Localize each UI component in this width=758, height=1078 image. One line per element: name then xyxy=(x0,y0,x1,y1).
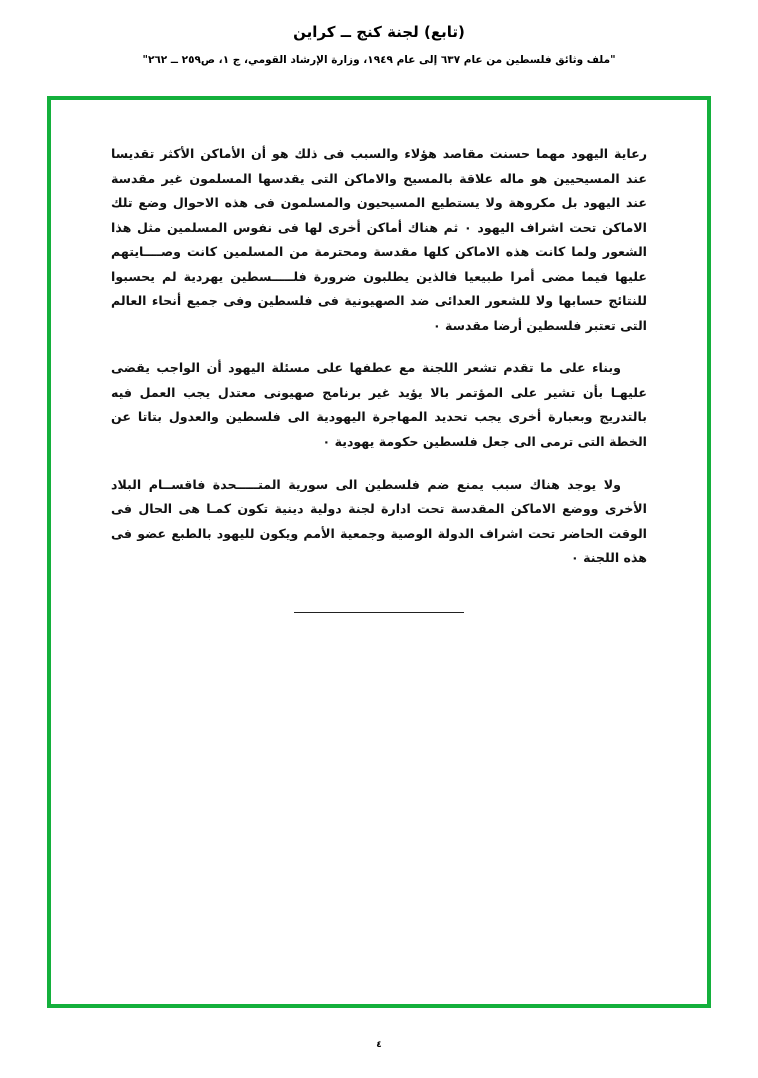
page-header xyxy=(0,0,758,68)
header-source-citation: "ملف وثائق فلسطين من عام ٦٣٧ إلى عام ١٩٤٩، وزارة الإرشاد القومي، ج ١، ص٢٥٩ ــ ٢٦٢" xyxy=(142,54,616,66)
header-title: (تابع) لجنة كنج ــ كراين xyxy=(293,23,465,41)
document-body xyxy=(51,100,707,621)
section-divider xyxy=(111,597,647,622)
body-paragraph-1: رعاية اليهود مهما حسنت مقاصد هؤلاء والسبب فى ذلك هو أن الأماكن الأكثر تقديسا عند المسيحيين هو ماله علاقة بالمسيح والاماكن التى يقدسها المسلمون غير مقدسة عند اليهود بل مكروهة ولا يستطيع المسيحيون والمسلمون فى هذه الاحوال وضع تلك الاماكن تحت اشراف اليهود ٠ ثم هناك أماكن أخرى لها فى نفوس المسلمين مثل هذا الشعور ولما كانت هذه الاماكن كلها مقدسة ومحترمة من المسلمين كانت وصــــايتهم عليها فيما مضى أمرا طبيعيا فالذين يطلبون ضرورة فلـــــسطين يهردية لم يحسبوا للنتائج حسابها ولا للشعور العدائى ضد الصهيونية فى فلسطين وفى جميع أنحاء العالم التى تعتبر فلسطين أرضا مقدسة ٠ xyxy=(111,146,647,333)
body-paragraph-2: وبناء على ما تقدم تشعر اللجنة مع عطفها على مسئلة اليهود أن الواجب يقضى عليهـا بأن تشير على المؤتمر بالا يؤيد غير برنامج صهيونى معتدل يجب العمل فيه بالتدريج وبعبارة أخرى يجب تحديد المهاجرة اليهودية الى فلسطين والعدول بتاتا عن الخطة التى ترمى الى جعل فلسطين حكومة يهودية ٠ xyxy=(111,360,647,450)
horizontal-rule xyxy=(294,612,464,613)
body-paragraph-3: ولا يوجد هناك سبب يمنع ضم فلسطين الى سورية المتـــــحدة فاقســام البلاد الأخرى ووضع الاماكن المقدسة تحت ادارة لجنة دولية دينية تكون كمـا هى الحال فى الوقت الحاضر تحت اشراف الدولة الوصية وجمعية الأمم ويكون لليهود بالطبع عضو فى هذه اللجنة ٠ xyxy=(111,476,647,566)
page-number: ٤ xyxy=(376,1040,382,1050)
green-border-frame xyxy=(47,96,711,1008)
